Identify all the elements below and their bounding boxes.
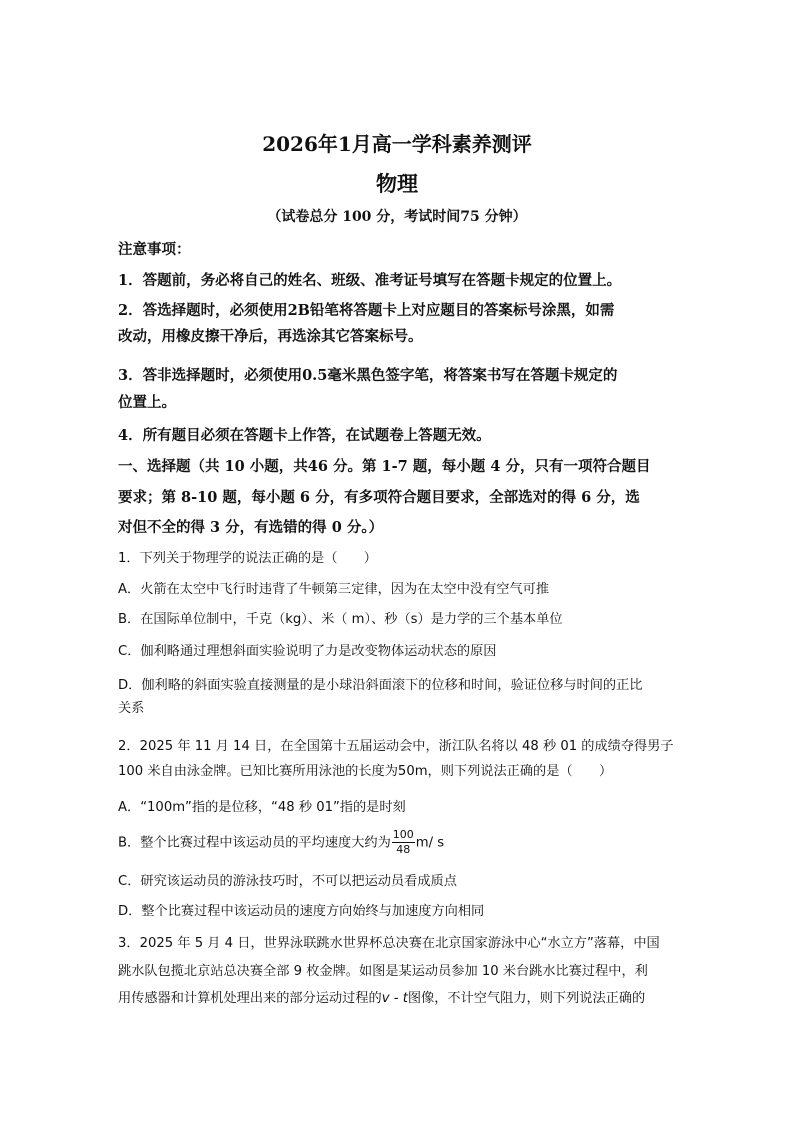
q2-option-c: C．研究该运动员的游泳技巧时，不可以把运动员看成质点 <box>118 874 457 889</box>
notice-heading: 注意事项： <box>118 241 191 258</box>
q1-option-a: A．火箭在太空中飞行时违背了牛顿第三定律，因为在太空中没有空气可推 <box>118 582 550 597</box>
q2-option-d: D．整个比赛过程中该运动员的速度方向始终与加速度方向相同 <box>118 904 485 919</box>
q2-stem-line-2: 100 米自由泳金牌。已知比赛所用泳池的长度为50m，则下列说法正确的是（ ） <box>118 764 613 779</box>
notice-item-3: 3．答非选择题时，必须使用0.5毫米黑色签字笔，将答案书写在答题卡规定的 <box>118 367 618 384</box>
notice-item-3-cont: 位置上。 <box>118 394 176 411</box>
exam-title: 2026年1月高一学科素养测评 <box>262 132 532 156</box>
vt-variable: v - t <box>381 991 408 1006</box>
q3-stem-line-1: 3．2025 年 5 月 4 日，世界泳联跳水世界杯总决赛在北京国家游泳中心“水立方”落幕，中国 <box>118 936 660 951</box>
q1-stem: 1．下列关于物理学的说法正确的是（ ） <box>118 551 377 566</box>
section-heading-line-3: 对但不全的得 3 分，有选错的得 0 分。） <box>118 519 384 536</box>
q2-stem-line-1: 2．2025 年 11 月 14 日，在全国第十五届运动会中，浙江队名将以 48 秒 01 的成绩夺得男子 <box>118 739 674 754</box>
subject-title: 物理 <box>376 171 418 196</box>
notice-item-2: 2．答选择题时，必须使用2B铅笔将答题卡上对应题目的答案标号涂黑，如需 <box>118 302 615 319</box>
q2-option-b <box>118 828 678 857</box>
q3-line-3-prefix: 用传感器和计算机处理出来的部分运动过程的 <box>118 991 382 1006</box>
q1-option-d-cont: 关系 <box>118 701 145 716</box>
notice-item-1: 1．答题前，务必将自己的姓名、班级、准考证号填写在答题卡规定的位置上。 <box>118 272 622 289</box>
speed-fraction <box>392 828 415 857</box>
q3-line-3-suffix: 图像，不计空气阻力，则下列说法正确的 <box>407 991 646 1006</box>
fraction-denominator: 48 <box>396 843 411 856</box>
section-heading-line-1: 一、选择题（共 10 小题，共46 分。第 1-7 题，每小题 4 分，只有一项符合题目 <box>118 458 651 475</box>
q1-option-b: B．在国际单位制中，千克（kg）、米（ m）、秒（s）是力学的三个基本单位 <box>118 612 563 627</box>
q3-stem-line-3 <box>118 987 678 1011</box>
q2-option-a: A．“100m”指的是位移，“48 秒 01”指的是时刻 <box>118 800 406 815</box>
speed-unit: m/ s <box>415 835 445 851</box>
q1-option-c: C．伽利略通过理想斜面实验说明了力是改变物体运动状态的原因 <box>118 644 497 659</box>
q2-option-b-text: B．整个比赛过程中该运动员的平均速度大约为 <box>118 835 391 851</box>
fraction-numerator: 100 <box>392 828 414 841</box>
q3-stem-line-2: 跳水队包揽北京站总决赛全部 9 枚金牌。如图是某运动员参加 10 米台跳水比赛过程中，利 <box>118 964 648 979</box>
q1-option-d: D．伽利略的斜面实验直接测量的是小球沿斜面滚下的位移和时间，验证位移与时间的正比 <box>118 678 643 693</box>
notice-item-2-cont: 改动，用橡皮擦干净后，再选涂其它答案标号。 <box>118 328 423 345</box>
exam-info: （试卷总分 100 分，考试时间75 分钟） <box>267 209 527 225</box>
section-heading-line-2: 要求；第 8-10 题，每小题 6 分，有多项符合题目要求，全部选对的得 6 分，选 <box>118 489 640 506</box>
notice-item-4: 4．所有题目必须在答题卡上作答，在试题卷上答题无效。 <box>118 427 491 444</box>
